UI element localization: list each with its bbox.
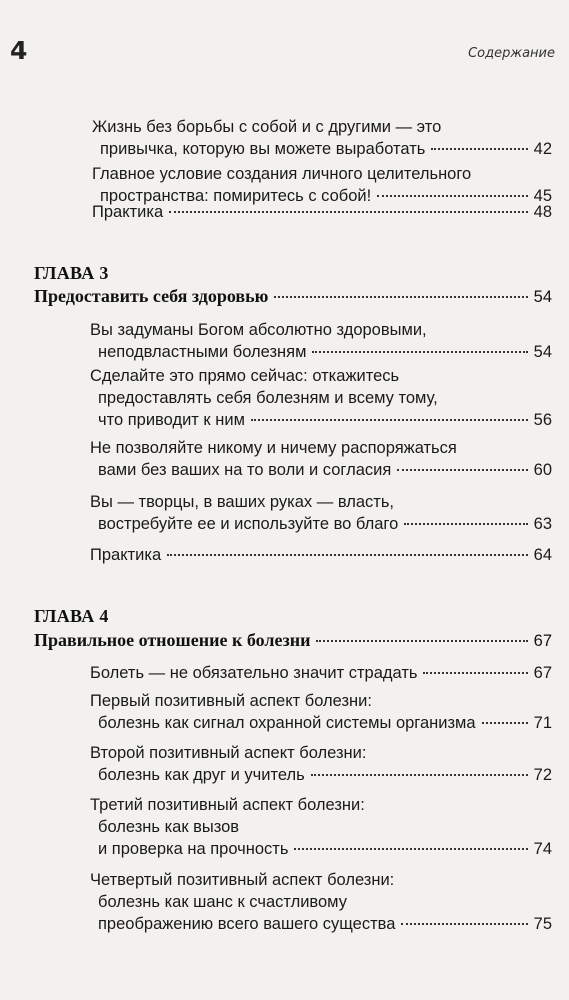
toc-entry-line: Первый позитивный аспект болезни: [90, 692, 372, 710]
chapter-title-text: Предоставить себя здоровью [34, 286, 269, 306]
toc-page-number: 42 [533, 140, 552, 158]
toc-entry-line: что приводит к ним [98, 411, 245, 429]
toc-page-number: 48 [533, 203, 552, 221]
dot-leader [294, 848, 527, 850]
dot-leader [311, 774, 528, 776]
toc-entry[interactable] [90, 794, 552, 860]
toc-entry-last-line [90, 838, 552, 860]
toc-entry-line: болезнь как шанс к счастливому [98, 893, 347, 911]
toc-entry-last-line [90, 712, 552, 734]
toc-page-number: 54 [533, 343, 552, 361]
toc-entry-line: неподвластными болезням [98, 343, 307, 361]
chapter-title[interactable] [34, 286, 552, 307]
toc-entry-line: предоставлять себя болезням и всему тому, [98, 389, 438, 407]
toc-page-number: 72 [533, 766, 552, 784]
toc-entry-line: Болеть — не обязательно значит страдать [90, 664, 418, 682]
toc-entry[interactable] [90, 491, 552, 535]
toc-entry[interactable] [90, 437, 552, 481]
toc-entry[interactable] [90, 365, 552, 431]
chapter-page-number: 54 [533, 288, 552, 306]
toc-entry[interactable] [92, 201, 552, 223]
toc-entry[interactable] [90, 690, 552, 734]
toc-entry-line: болезнь как вызов [98, 818, 240, 836]
toc-entry-line: болезнь как друг и учитель [98, 766, 305, 784]
toc-entry-last-line [92, 138, 552, 160]
toc-entry-last-line [90, 913, 552, 935]
toc-entry-line: Не позволяйте никому и ничему распоряжаться [90, 439, 457, 457]
chapter-page-number: 67 [533, 632, 552, 650]
page-number: 4 [10, 36, 28, 65]
dot-leader [404, 523, 527, 525]
chapter-label: ГЛАВА 4 [34, 606, 109, 626]
toc-entry-last-line [90, 341, 552, 363]
toc-page-number: 74 [533, 840, 552, 858]
toc-entry[interactable] [92, 116, 552, 160]
dot-leader [316, 640, 527, 642]
toc-entry-line: Четвертый позитивный аспект болезни: [90, 871, 395, 889]
toc-entry[interactable] [90, 319, 552, 363]
dot-leader [167, 554, 527, 556]
toc-page-number: 63 [533, 515, 552, 533]
toc-page-number: 60 [533, 461, 552, 479]
dot-leader [169, 211, 527, 213]
toc-entry-last-line [90, 764, 552, 786]
toc-entry-line: Сделайте это прямо сейчас: откажитесь [90, 367, 400, 385]
chapter-label: ГЛАВА 3 [34, 263, 109, 283]
toc-entry-line: Второй позитивный аспект болезни: [90, 744, 367, 762]
toc-entry[interactable] [90, 662, 552, 684]
toc-entry-line: Жизнь без борьбы с собой и с другими — это [92, 118, 442, 136]
dot-leader [482, 722, 528, 724]
dot-leader [274, 296, 527, 298]
toc-entry-line: преображению всего вашего существа [98, 915, 396, 933]
chapter-title[interactable] [34, 630, 552, 651]
toc-entry-line: Вы задуманы Богом абсолютно здоровыми, [90, 321, 427, 339]
dot-leader [431, 148, 527, 150]
dot-leader [377, 195, 527, 197]
dot-leader [312, 351, 527, 353]
toc-entry[interactable] [90, 869, 552, 935]
toc-page-number: 71 [533, 714, 552, 732]
toc-entry-line: вами без ваших на то воли и согласия [98, 461, 392, 479]
toc-page-number: 75 [533, 915, 552, 933]
dot-leader [401, 923, 527, 925]
toc-entry-line: Практика [90, 546, 162, 564]
toc-entry-line: болезнь как сигнал охранной системы организма [98, 714, 476, 732]
toc-entry-last-line [90, 459, 552, 481]
toc-entry[interactable] [90, 742, 552, 786]
toc-entry-last-line [90, 513, 552, 535]
dot-leader [423, 672, 527, 674]
toc-entry-last-line [90, 544, 552, 566]
toc-entry-line: и проверка на прочность [98, 840, 289, 858]
toc-entry-line: Главное условие создания личного целительного [92, 165, 472, 183]
toc-page-number: 56 [533, 411, 552, 429]
toc-entry-last-line [90, 662, 552, 684]
toc-entry-line: пространства: помиритесь с собой! [100, 187, 372, 205]
toc-page-number: 67 [533, 664, 552, 682]
toc-page-number: 45 [533, 187, 552, 205]
toc-entry-last-line [92, 201, 552, 223]
toc-entry-line: Третий позитивный аспект болезни: [90, 796, 365, 814]
toc-entry[interactable] [90, 544, 552, 566]
toc-page-number: 64 [533, 546, 552, 564]
toc-entry-line: востребуйте ее и используйте во благо [98, 515, 399, 533]
toc-entry-last-line [90, 409, 552, 431]
toc-entry-line: Практика [92, 203, 164, 221]
dot-leader [251, 419, 528, 421]
running-title: Содержание [468, 46, 555, 61]
toc-entry-line: Вы — творцы, в ваших руках — власть, [90, 493, 394, 511]
toc-entry-line: привычка, которую вы можете выработать [100, 140, 426, 158]
chapter-title-text: Правильное отношение к болезни [34, 630, 311, 650]
dot-leader [397, 469, 527, 471]
